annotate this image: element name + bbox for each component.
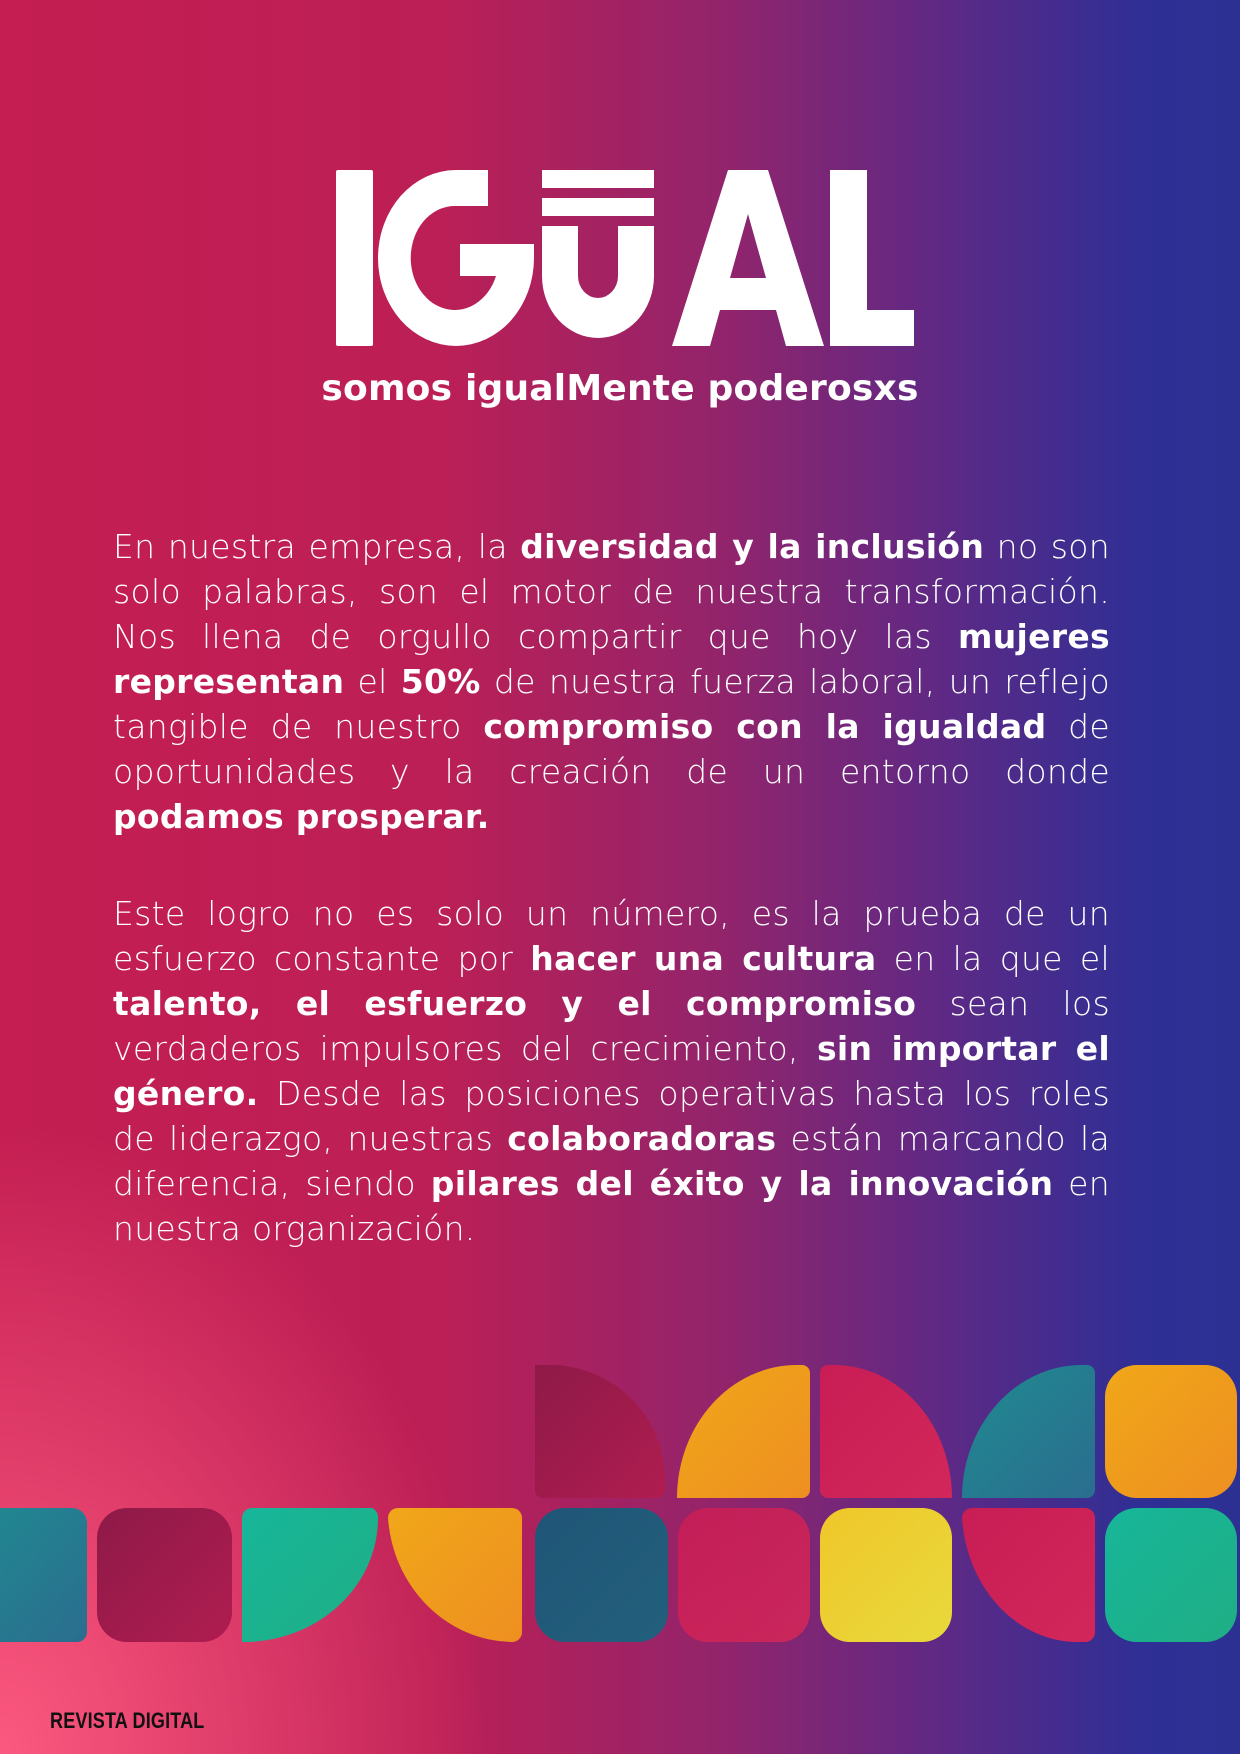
highlight-talent: talento, el esfuerzo y el compromiso — [113, 984, 917, 1023]
tile-quarter-pink-lower — [962, 1508, 1095, 1642]
highlight-culture: hacer una cultura — [530, 939, 877, 978]
logo-letter-g — [378, 170, 534, 346]
logo-letter-i — [336, 170, 373, 346]
highlight-commitment: compromiso con la igualdad — [483, 707, 1047, 746]
highlight-percentage: 50% — [400, 662, 481, 701]
paragraph-diversity: En nuestra empresa, la diversidad y la inclusión no son solo palabras, son el motor de nuestra transformación. Nos llena de orgullo compartir que hoy las mujeres representan el 50% de nuestra fuerza laboral, un reflejo tangible de nuestro compromiso con la igualdad de oportunidades y la creación de un entorno donde podamos prosperar. — [113, 527, 1111, 836]
tile-square-yellow — [820, 1508, 952, 1642]
tile-square-dark-magenta — [97, 1508, 232, 1642]
logo-letter-a — [672, 170, 824, 346]
tile-quarter-teal — [962, 1365, 1095, 1498]
tile-quarter-pink — [820, 1365, 952, 1498]
footer-label: REVISTA DIGITAL — [50, 1708, 205, 1733]
tile-square-orange — [1105, 1365, 1237, 1498]
tile-quarter-green — [242, 1508, 378, 1642]
tile-quarter-dark-magenta — [535, 1365, 665, 1498]
highlight-gender: sin importar el género. — [113, 1029, 1110, 1113]
tile-quarter-orange — [677, 1365, 810, 1498]
logo-bar-top — [542, 170, 654, 188]
highlight-pillars: pilares del éxito y la innovación — [430, 1164, 1054, 1203]
logo-letter-u — [542, 226, 654, 338]
tile-square-teal-left — [0, 1508, 87, 1642]
tile-square-navy — [535, 1508, 668, 1642]
tagline: somos igualMente poderosxs — [321, 368, 919, 409]
highlight-prosper: podamos prosperar. — [113, 797, 490, 836]
igual-logo — [336, 160, 916, 356]
paragraph-achievement: Este logro no es solo un número, es la prueba de un esfuerzo constante por hacer una cultura en la que el talento, el esfuerzo y el compromiso sean los verdaderos impulsores del crecimiento, sin importar el género. Desde las posiciones operativas hasta los roles de liderazgo, nuestras colaboradoras están marcando la diferencia, siendo pilares del éxito y la innovación en nuestra organización. — [113, 894, 1110, 1248]
logo-letter-l — [830, 170, 914, 346]
logo-bar-mid — [542, 198, 654, 216]
decorative-tile-pattern — [0, 1360, 1240, 1660]
tile-square-green — [1105, 1508, 1237, 1642]
highlight-women: mujeres representan — [113, 617, 1110, 701]
tile-quarter-orange-lower — [388, 1508, 522, 1642]
highlight-diversity: diversidad y la inclusión — [520, 527, 985, 566]
highlight-collaborators: colaboradoras — [507, 1119, 777, 1158]
tile-square-pink — [678, 1508, 810, 1642]
